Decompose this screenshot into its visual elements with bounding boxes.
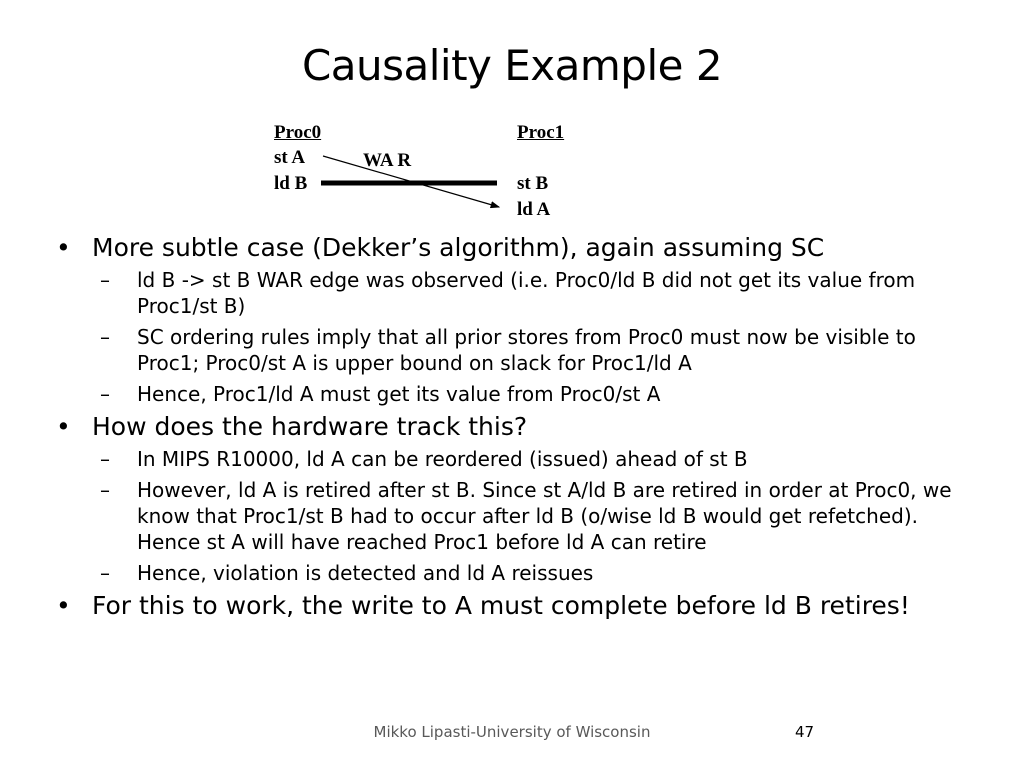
- proc0-op-ld-b: ld B: [274, 173, 308, 194]
- bullet-item: [56, 412, 976, 441]
- bullet-marker: •: [56, 233, 71, 262]
- sub-bullet-list: [56, 267, 976, 407]
- proc1-op-ld-a: ld A: [517, 199, 551, 220]
- war-label: WA R: [363, 150, 412, 171]
- sub-bullet-item: [100, 381, 976, 407]
- slide-body: [56, 228, 976, 620]
- bullet-marker: •: [56, 591, 71, 620]
- bullet-item: [56, 591, 976, 620]
- sub-bullet-item: [100, 560, 976, 586]
- proc1-op-st-b: st B: [517, 173, 549, 194]
- sub-bullet-item: [100, 446, 976, 472]
- page-number: 47: [795, 723, 815, 741]
- sub-bullet-marker: –: [100, 268, 110, 292]
- proc0-header: Proc0: [274, 122, 322, 143]
- sub-bullet-marker: –: [100, 478, 110, 502]
- bullet-text: How does the hardware track this?: [92, 412, 528, 441]
- war-edge-diagram: [265, 118, 605, 228]
- sub-bullet-marker: –: [100, 447, 110, 471]
- sub-bullet-text: However, ld A is retired after st B. Since st A/ld B are retired in order at Proc0, we know that Proc1/st B had to occur after ld B (o/wise ld B would get refetched). Hence st A will have reached Proc1 before ld A can retire: [137, 478, 952, 554]
- bullet-text: More subtle case (Dekker’s algorithm), again assuming SC: [92, 233, 825, 262]
- sub-bullet-text: In MIPS R10000, ld A can be reordered (issued) ahead of st B: [137, 447, 748, 471]
- footer-author: Mikko Lipasti-University of Wisconsin: [373, 723, 651, 741]
- sub-bullet-text: Hence, Proc1/ld A must get its value from Proc0/st A: [137, 382, 661, 406]
- sub-bullet-item: [100, 324, 976, 376]
- proc1-header: Proc1: [517, 122, 565, 143]
- sub-bullet-text: SC ordering rules imply that all prior stores from Proc0 must now be visible to Proc1; Proc0/st A is upper bound on slack for Proc1/ld A: [137, 325, 916, 375]
- slide-title: Causality Example 2: [301, 41, 723, 90]
- bullet-marker: •: [56, 412, 71, 441]
- sub-bullet-marker: –: [100, 561, 110, 585]
- sub-bullet-item: [100, 477, 976, 555]
- sub-bullet-marker: –: [100, 325, 110, 349]
- sub-bullet-marker: –: [100, 382, 110, 406]
- proc0-op-st-a: st A: [274, 147, 306, 168]
- bullet-text: For this to work, the write to A must complete before ld B retires!: [92, 591, 910, 620]
- sub-bullet-item: [100, 267, 976, 319]
- sub-bullet-text: ld B -> st B WAR edge was observed (i.e. Proc0/ld B did not get its value from Proc1/st B): [137, 268, 916, 318]
- bullet-item: [56, 233, 976, 262]
- sub-bullet-list: [56, 446, 976, 586]
- sub-bullet-text: Hence, violation is detected and ld A reissues: [137, 561, 594, 585]
